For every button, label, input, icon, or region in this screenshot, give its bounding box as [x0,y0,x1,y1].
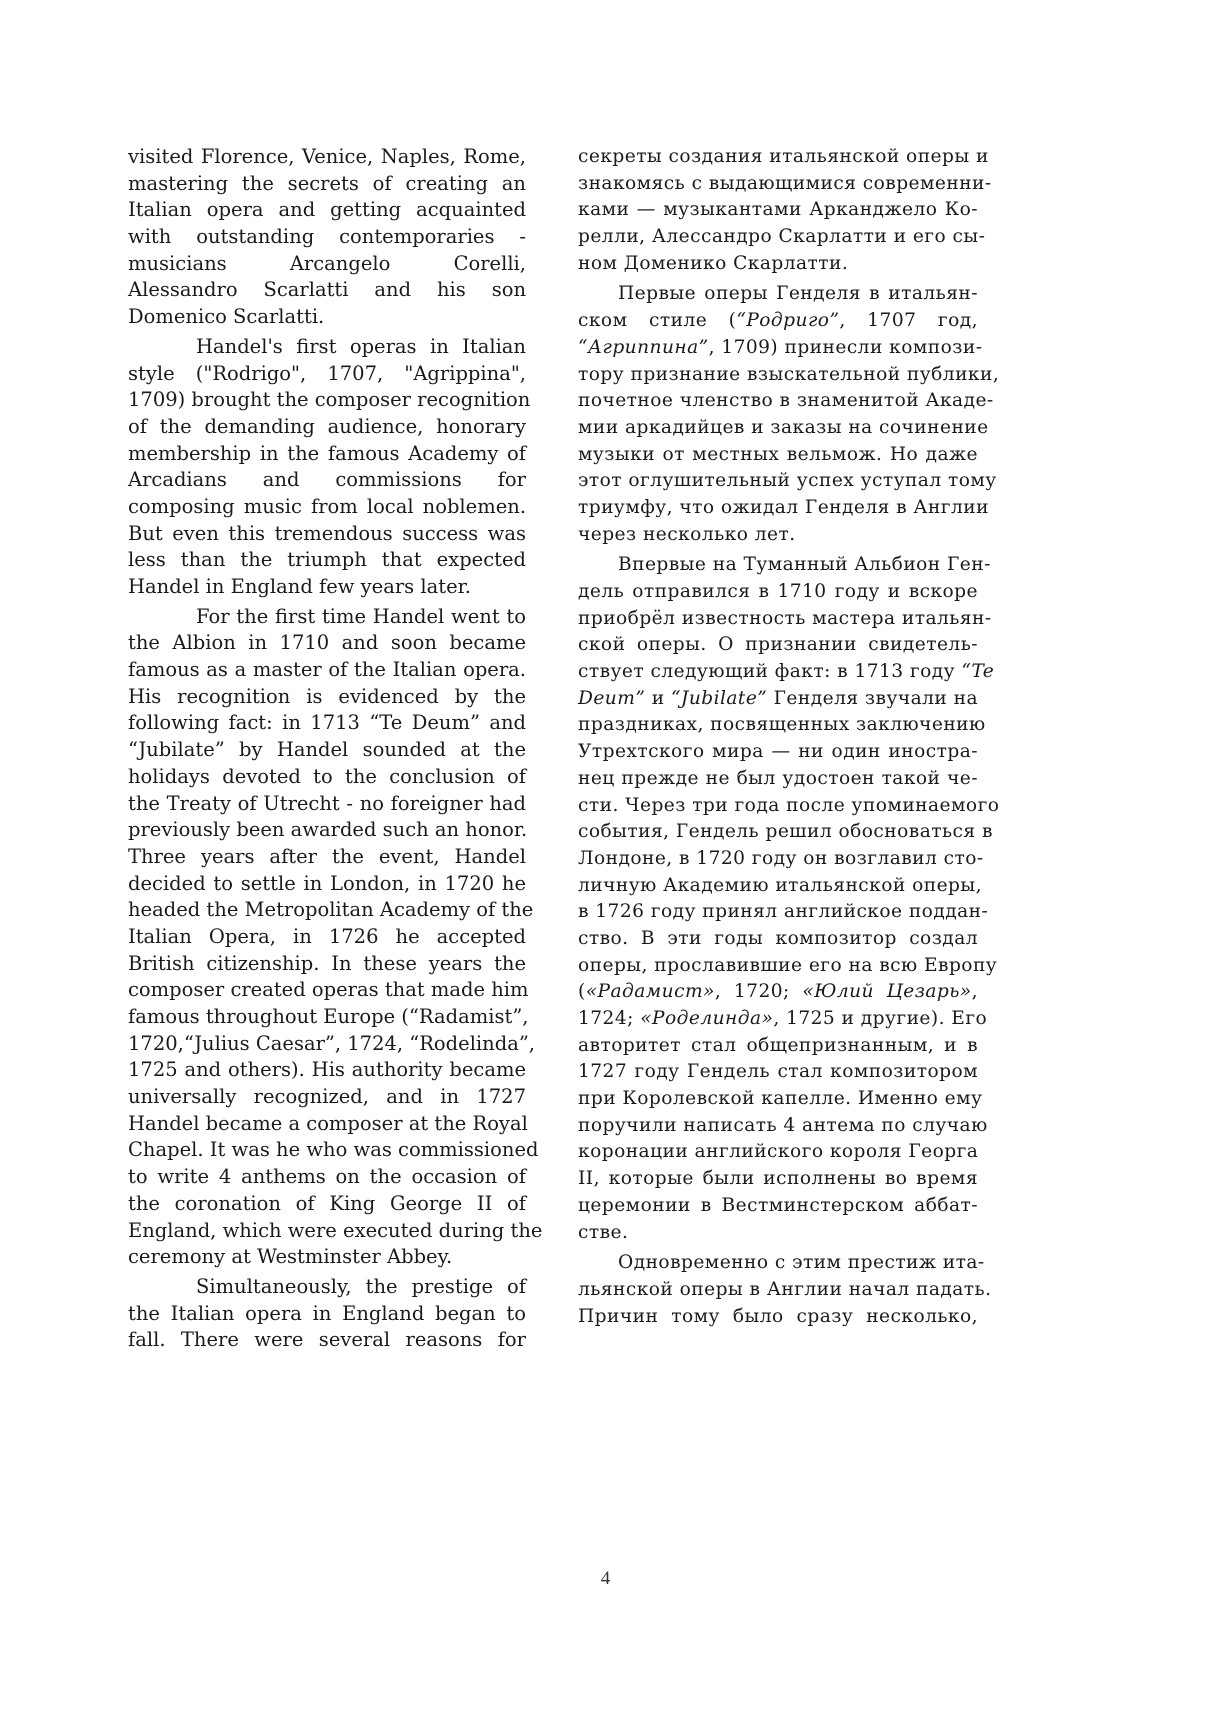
english-text-line: following fact: in 1713 “Te Deum” and [128,711,526,735]
russian-text-line: тору признание взыскательной публики, [578,363,1000,385]
english-text-line: musicians Arcangelo Corelli, [128,251,526,275]
english-text-line: composer created operas that made him [128,978,529,1002]
english-text-line: Arcadians and commissions for [128,468,526,492]
russian-text-line: события, Гендель решил обосноваться в [578,821,993,843]
english-text-line: famous throughout Europe (“Radamist”, [128,1005,529,1028]
english-text-line: previously been awarded such an honor. [128,818,528,842]
russian-text-line: сти. Через три года после упоминаемого [578,794,1000,816]
english-text-line: universally recognized, and in 1727 [128,1085,526,1109]
russian-text-line: льянской оперы в Англии начал падать. [578,1278,992,1300]
english-text-line: less than the triumph that expected [128,548,526,572]
english-text-line: Simultaneously, the prestige of [196,1274,526,1298]
russian-text-line: через несколько лет. [578,523,796,545]
russian-text-line: 1724; «Роделинда», 1725 и другие). Его [578,1008,988,1029]
english-text-line: of the demanding audience, honorary [128,414,526,438]
english-paragraph [128,1274,526,1354]
russian-text-line: секреты создания итальянской оперы и [578,146,989,167]
english-text-line: 1725 and others). His authority became [128,1058,526,1082]
russian-text-line: праздниках, посвященных заключению [578,714,986,736]
russian-text-line: («Радамист», 1720; «Юлий Цезарь», [578,981,978,1003]
russian-text-line: Первые оперы Генделя в итальян- [618,283,978,305]
russian-text-line: триумфу, что ожидал Генделя в Англии [578,496,989,518]
english-text-line: Chapel. It was he who was commissioned [128,1138,539,1162]
russian-column [578,144,1000,1330]
english-text-line: the coronation of King George II of [128,1191,526,1215]
russian-text-line: Впервые на Туманный Альбион Ген- [618,554,991,576]
russian-text-line: ской оперы. О признании свидетель- [578,634,978,656]
english-paragraph [128,334,531,601]
english-text-line: England, which were executed during the [128,1218,543,1242]
english-text-line: decided to settle in London, in 1720 he [128,871,526,895]
russian-text-line: почетное членство в знаменитой Акаде- [578,390,994,412]
russian-text-line: Лондоне, в 1720 году он возглавил сто- [578,847,984,869]
russian-text-line: 1727 году Гендель стал композитором [578,1061,978,1083]
english-text-line: For the first time Handel went to [196,604,526,628]
english-text-line: style ("Rodrigo", 1707, "Agrippina", [128,361,526,385]
english-text-line: to write 4 anthems on the occasion of [128,1165,526,1189]
russian-paragraph [578,144,992,277]
page-number: 4 [600,1568,611,1589]
english-text-line: “Jubilate” by Handel sounded at the [128,738,526,762]
russian-text-line: нец прежде не был удостоен такой че- [578,767,978,789]
english-text-line: the Albion in 1710 and soon became [128,631,526,655]
english-text-line: fall. There were several reasons for [128,1328,526,1352]
russian-text-line: оперы, прославившие его на всю Европу [578,954,998,976]
russian-text-line: ском стиле (“Родриго”, 1707 год, [578,310,978,332]
english-text-line: mastering the secrets of creating an [128,171,526,195]
russian-text-line: личную Академию итальянской оперы, [578,874,982,896]
russian-paragraph [578,1250,992,1330]
russian-text-line: этот оглушительный успех уступал тому [578,470,997,492]
russian-text-line: Одновременно с этим престиж ита- [618,1252,985,1274]
russian-text-line: стве. [578,1221,629,1243]
russian-text-line: коронации английского короля Георга [578,1141,979,1163]
english-text-line: Three years after the event, Handel [128,844,526,868]
russian-text-line: знакомясь с выдающимися современни- [578,172,992,194]
russian-text-line: приобрёл известность мастера итальян- [578,607,992,629]
russian-text-line: II, которые были исполнены во время [578,1168,978,1190]
russian-text-line: Причин тому было сразу несколько, [578,1305,978,1327]
english-text-line: His recognition is evidenced by the [128,684,526,708]
russian-text-line: в 1726 году принял английское поддан- [578,901,989,923]
english-text-line: headed the Metropolitan Academy of the [128,898,534,922]
russian-text-line: “Агриппина”, 1709) принесли компози- [578,336,983,358]
english-text-line: Domenico Scarlatti. [128,305,325,329]
english-text-line: 1709) brought the composer recognition [128,388,531,412]
russian-text-line: Deum” и “Jubilate” Генделя звучали на [578,687,978,709]
english-text-line: British citizenship. In these years the [128,951,526,975]
russian-paragraph [578,281,1000,548]
english-paragraph [128,604,543,1271]
english-paragraph [128,144,526,331]
russian-text-line: поручили написать 4 антема по случаю [578,1114,988,1136]
english-text-line: Handel's first operas in Italian [196,334,526,358]
english-text-line: Italian Opera, in 1726 he accepted [128,924,526,948]
english-column [128,144,543,1354]
russian-text-line: ками — музыкантами Арканджело Ко- [578,199,978,221]
russian-text-line: дель отправился в 1710 году и вскоре [578,581,978,602]
russian-text-line: мии аркадийцев и заказы на сочинение [578,416,989,438]
english-text-line: with outstanding contemporaries - [128,225,526,249]
russian-text-line: авторитет стал общепризнанным, и в [578,1034,978,1056]
russian-text-line: релли, Алессандро Скарлатти и его сы- [578,226,986,248]
english-text-line: ceremony at Westminster Abbey. [128,1245,453,1269]
english-text-line: 1720,“Julius Caesar”, 1724, “Rodelinda”, [128,1031,536,1055]
english-text-line: holidays devoted to the conclusion of [128,764,526,788]
russian-text-line: Утрехтского мира — ни один иностра- [578,741,978,763]
english-text-line: famous as a master of the Italian opera. [128,658,526,682]
english-text-line: composing music from local noblemen. [128,494,526,518]
english-text-line: the Italian opera in England began to [128,1301,526,1325]
english-text-line: membership in the famous Academy of [128,441,526,465]
english-text-line: Italian opera and getting acquainted [128,198,526,222]
english-text-line: Alessandro Scarlatti and his son [128,278,526,302]
english-text-line: the Treaty of Utrecht - no foreigner had [128,791,526,815]
russian-text-line: ство. В эти годы композитор создал [578,927,978,949]
russian-text-line: музыки от местных вельмож. Но даже [578,443,978,465]
russian-text-line: ствует следующий факт: в 1713 году “Te [578,661,995,683]
russian-paragraph [578,552,1000,1246]
english-text-line: Handel became a composer at the Royal [128,1111,528,1135]
russian-text-line: церемонии в Вестминстерском аббат- [578,1194,978,1216]
english-text-line: But even this tremendous success was [128,521,526,545]
english-text-line: Handel in England few years later. [128,575,471,598]
russian-text-line: ном Доменико Скарлатти. [578,252,849,274]
russian-text-line: при Королевской капелле. Именно ему [578,1088,983,1110]
english-text-line: visited Florence, Venice, Naples, Rome, [128,145,526,168]
